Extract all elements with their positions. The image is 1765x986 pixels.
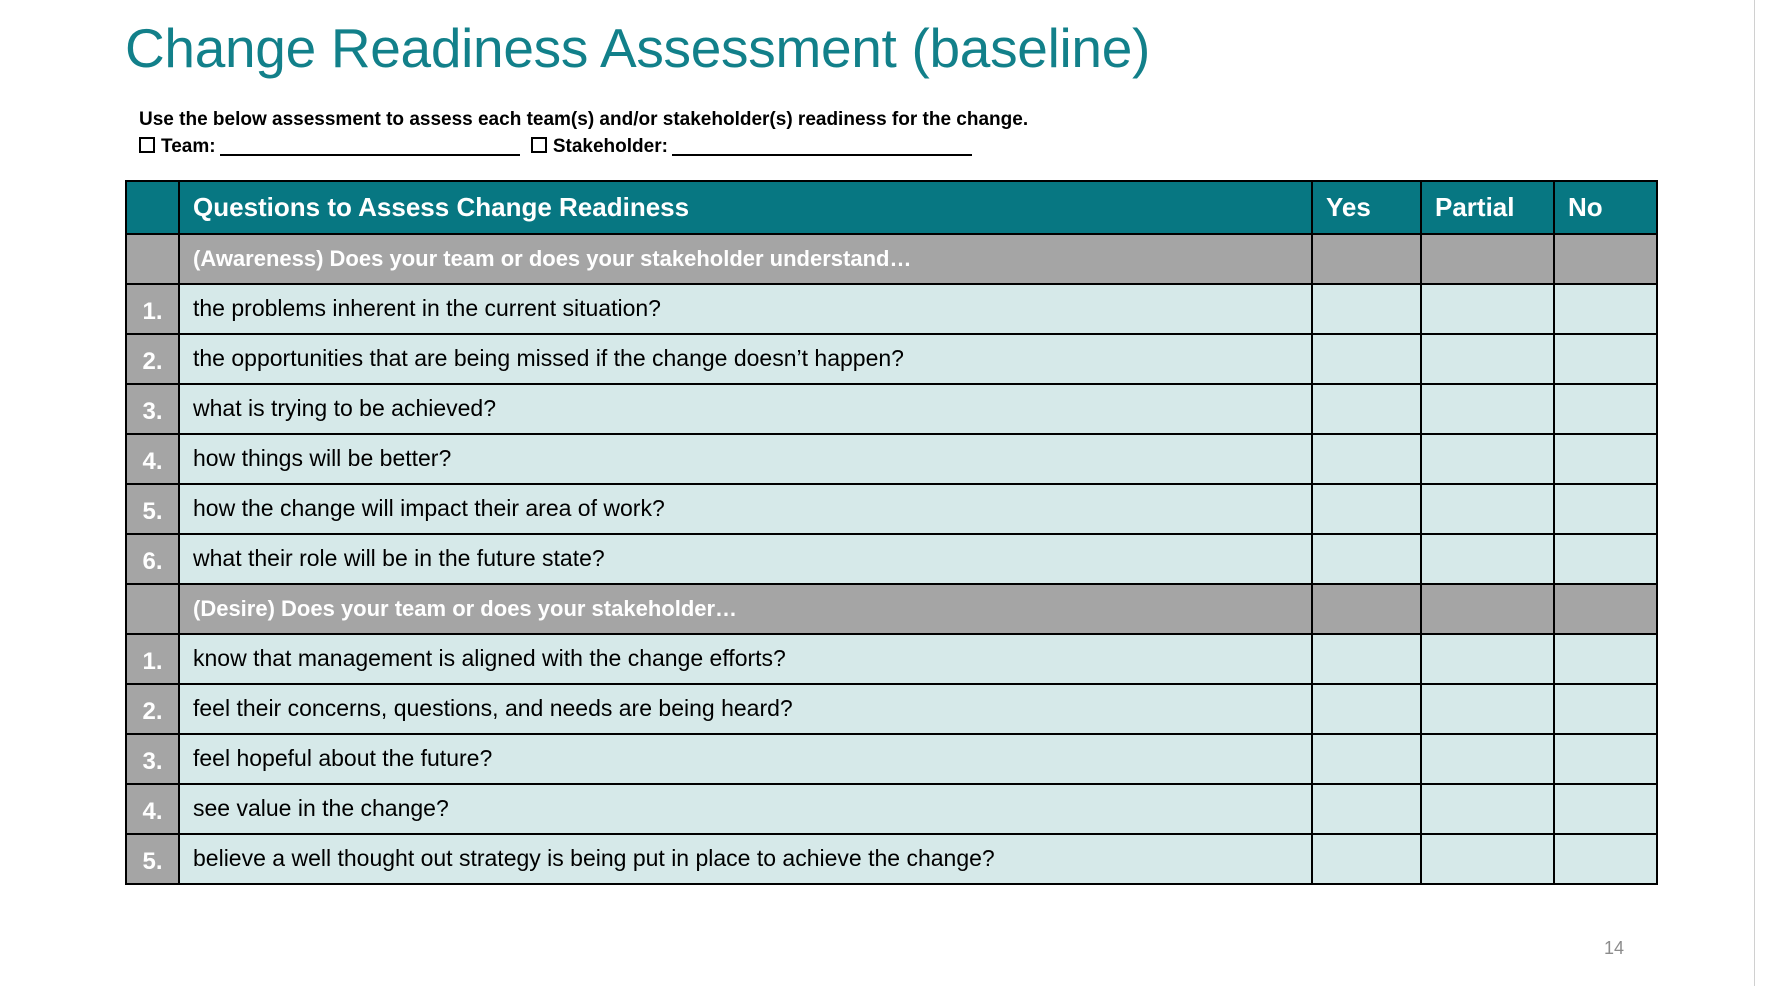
instructions-text: Use the below assessment to assess each team(s) and/or stakeholder(s) readiness for the change. [139, 109, 1029, 130]
answer-yes-cell[interactable] [1312, 384, 1421, 434]
answer-yes-cell[interactable] [1312, 434, 1421, 484]
team-checkbox[interactable] [139, 137, 155, 153]
table-row [126, 334, 1657, 384]
team-label: Team: [161, 136, 216, 157]
table-row [126, 634, 1657, 684]
section-row [126, 234, 1657, 284]
item-number: 1. [126, 634, 179, 684]
answer-yes-cell[interactable] [1312, 684, 1421, 734]
item-number: 3. [126, 734, 179, 784]
table-row [126, 784, 1657, 834]
item-number: 3. [126, 384, 179, 434]
stakeholder-checkbox[interactable] [531, 137, 547, 153]
answer-no-cell[interactable] [1554, 634, 1657, 684]
section-yes-cell [1312, 584, 1421, 634]
answer-no-cell[interactable] [1554, 284, 1657, 334]
stakeholder-label: Stakeholder: [552, 136, 668, 157]
answer-yes-cell[interactable] [1312, 634, 1421, 684]
answer-partial-cell[interactable] [1421, 834, 1554, 884]
answer-no-cell[interactable] [1554, 384, 1657, 434]
answer-no-cell[interactable] [1554, 834, 1657, 884]
assessment-table-body [126, 181, 1657, 884]
item-question: what their role will be in the future state? [179, 534, 1312, 584]
section-yes-cell [1312, 234, 1421, 284]
answer-partial-cell[interactable] [1421, 434, 1554, 484]
item-question: how things will be better? [179, 434, 1312, 484]
item-question: see value in the change? [179, 784, 1312, 834]
answer-no-cell[interactable] [1554, 784, 1657, 834]
table-header-row [126, 181, 1657, 234]
section-row [126, 584, 1657, 634]
item-number: 5. [126, 834, 179, 884]
section-number-cell [126, 234, 179, 284]
header-no: No [1554, 181, 1657, 234]
item-question: the opportunities that are being missed if the change doesn’t happen? [179, 334, 1312, 384]
item-question: feel their concerns, questions, and needs are being heard? [179, 684, 1312, 734]
answer-partial-cell[interactable] [1421, 784, 1554, 834]
answer-partial-cell[interactable] [1421, 684, 1554, 734]
header-number-cell [126, 181, 179, 234]
assessment-table [125, 180, 1658, 885]
answer-yes-cell[interactable] [1312, 534, 1421, 584]
team-name-field[interactable] [220, 136, 520, 156]
item-number: 2. [126, 334, 179, 384]
answer-no-cell[interactable] [1554, 534, 1657, 584]
table-row [126, 534, 1657, 584]
item-question: what is trying to be achieved? [179, 384, 1312, 434]
page-edge-line [1754, 0, 1755, 986]
section-number-cell [126, 584, 179, 634]
table-row [126, 384, 1657, 434]
page-number: 14 [1604, 938, 1625, 958]
item-number: 6. [126, 534, 179, 584]
answer-partial-cell[interactable] [1421, 634, 1554, 684]
header-yes: Yes [1312, 181, 1421, 234]
header-partial: Partial [1421, 181, 1554, 234]
item-number: 2. [126, 684, 179, 734]
answer-yes-cell[interactable] [1312, 784, 1421, 834]
item-question: feel hopeful about the future? [179, 734, 1312, 784]
section-label: (Desire) Does your team or does your stakeholder… [179, 584, 1312, 634]
header-question: Questions to Assess Change Readiness [179, 181, 1312, 234]
answer-partial-cell[interactable] [1421, 284, 1554, 334]
item-question: believe a well thought out strategy is being put in place to achieve the change? [179, 834, 1312, 884]
answer-yes-cell[interactable] [1312, 284, 1421, 334]
answer-partial-cell[interactable] [1421, 734, 1554, 784]
item-number: 5. [126, 484, 179, 534]
item-number: 1. [126, 284, 179, 334]
answer-yes-cell[interactable] [1312, 834, 1421, 884]
answer-partial-cell[interactable] [1421, 484, 1554, 534]
stakeholder-name-field[interactable] [672, 136, 972, 156]
table-row [126, 484, 1657, 534]
item-question: how the change will impact their area of work? [179, 484, 1312, 534]
item-question: know that management is aligned with the change efforts? [179, 634, 1312, 684]
answer-partial-cell[interactable] [1421, 334, 1554, 384]
answer-no-cell[interactable] [1554, 734, 1657, 784]
page-title: Change Readiness Assessment (baseline) [125, 17, 1151, 79]
section-partial-cell [1421, 584, 1554, 634]
table-row [126, 684, 1657, 734]
instructions-block [139, 106, 1028, 160]
answer-no-cell[interactable] [1554, 334, 1657, 384]
answer-yes-cell[interactable] [1312, 734, 1421, 784]
item-number: 4. [126, 434, 179, 484]
answer-no-cell[interactable] [1554, 684, 1657, 734]
item-question: the problems inherent in the current situation? [179, 284, 1312, 334]
table-row [126, 434, 1657, 484]
section-label: (Awareness) Does your team or does your stakeholder understand… [179, 234, 1312, 284]
item-number: 4. [126, 784, 179, 834]
table-row [126, 734, 1657, 784]
answer-partial-cell[interactable] [1421, 534, 1554, 584]
answer-no-cell[interactable] [1554, 484, 1657, 534]
target-selection-line [139, 133, 1028, 160]
table-row [126, 284, 1657, 334]
table-row [126, 834, 1657, 884]
answer-yes-cell[interactable] [1312, 334, 1421, 384]
answer-yes-cell[interactable] [1312, 484, 1421, 534]
answer-no-cell[interactable] [1554, 434, 1657, 484]
section-no-cell [1554, 234, 1657, 284]
section-partial-cell [1421, 234, 1554, 284]
answer-partial-cell[interactable] [1421, 384, 1554, 434]
section-no-cell [1554, 584, 1657, 634]
